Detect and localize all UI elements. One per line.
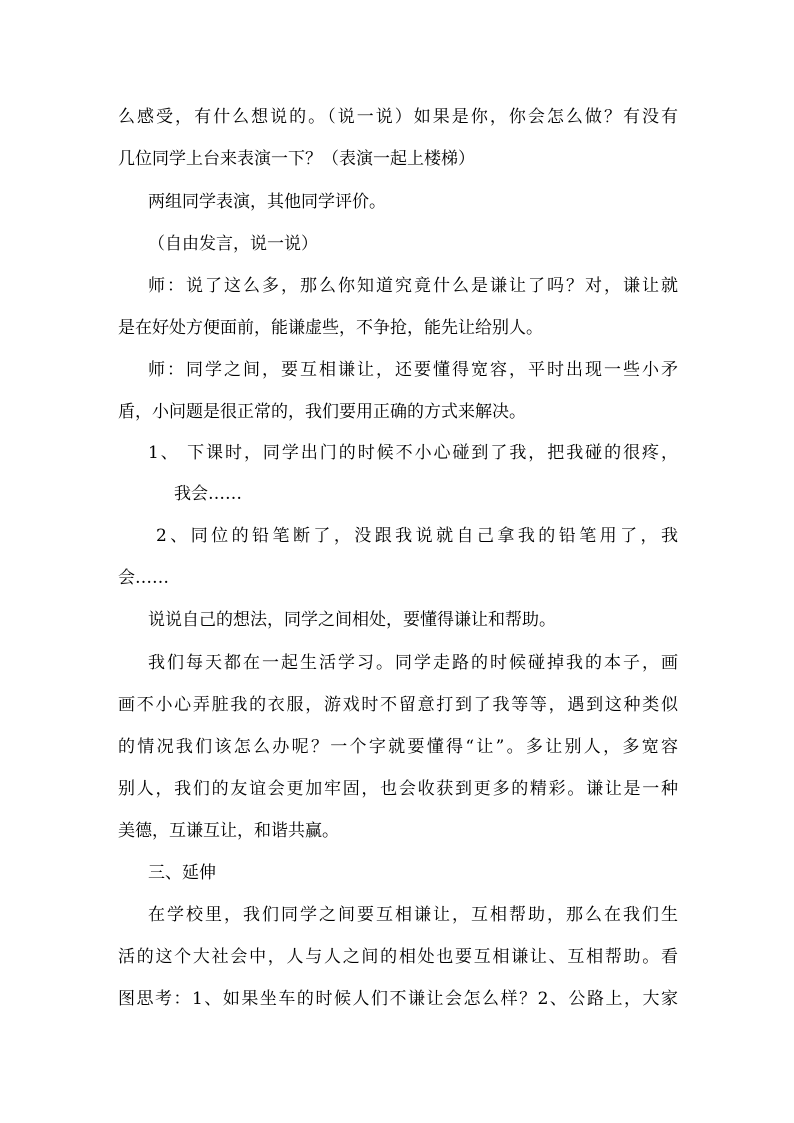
section-heading: 三、延伸 <box>148 863 216 883</box>
text-line: 几位同学上台来表演一下？（表演一起上楼梯） <box>118 149 475 169</box>
text-line: 活的这个大社会中，人与人之间的相处也要互相谦让、互相帮助。看 <box>118 947 678 967</box>
text-line: 会…… <box>118 568 169 588</box>
text-line: （自由发言，说一说） <box>148 234 318 254</box>
text-line: 图思考：1、如果坐车的时候人们不谦让会怎么样？2、公路上，大家 <box>118 989 678 1009</box>
text-line: 我会…… <box>174 484 242 504</box>
text-line: 的情况我们该怎么办呢？一个字就要懂得“让”。多让别人，多宽容 <box>118 737 678 757</box>
text-line: 美德，互谦互让，和谐共赢。 <box>118 821 339 841</box>
list-item: 1、 下课时，同学出门的时候不小心碰到了我，把我碰的很疼， <box>148 443 678 463</box>
text-line: 师：说了这么多，那么你知道究竟什么是谦让了吗？对，谦让就 <box>148 276 678 296</box>
text-line: 么感受，有什么想说的。（说一说）如果是你，你会怎么做？有没有 <box>118 107 678 127</box>
text-line: 是在好处方便面前，能谦虚些，不争抢，能先让给别人。 <box>118 318 543 338</box>
text-line: 画不小心弄脏我的衣服，游戏时不留意打到了我等等，遇到这种类似 <box>118 695 678 715</box>
text-line: 别人，我们的友谊会更加牢固，也会收获到更多的精彩。谦让是一种 <box>118 779 678 799</box>
text-line: 我们每天都在一起生活学习。同学走路的时候碰掉我的本子，画 <box>148 653 678 673</box>
text-line: 盾，小问题是很正常的，我们要用正确的方式来解决。 <box>118 402 526 422</box>
text-line: 师：同学之间，要互相谦让，还要懂得宽容，平时出现一些小矛 <box>148 360 678 380</box>
text-line: 在学校里，我们同学之间要互相谦让，互相帮助，那么在我们生 <box>148 905 678 925</box>
text-line: 说说自己的想法，同学之间相处，要懂得谦让和帮助。 <box>148 610 556 630</box>
list-item: 2、同位的铅笔断了，没跟我说就自己拿我的铅笔用了，我 <box>156 526 678 546</box>
text-line: 两组同学表演，其他同学评价。 <box>148 192 386 212</box>
